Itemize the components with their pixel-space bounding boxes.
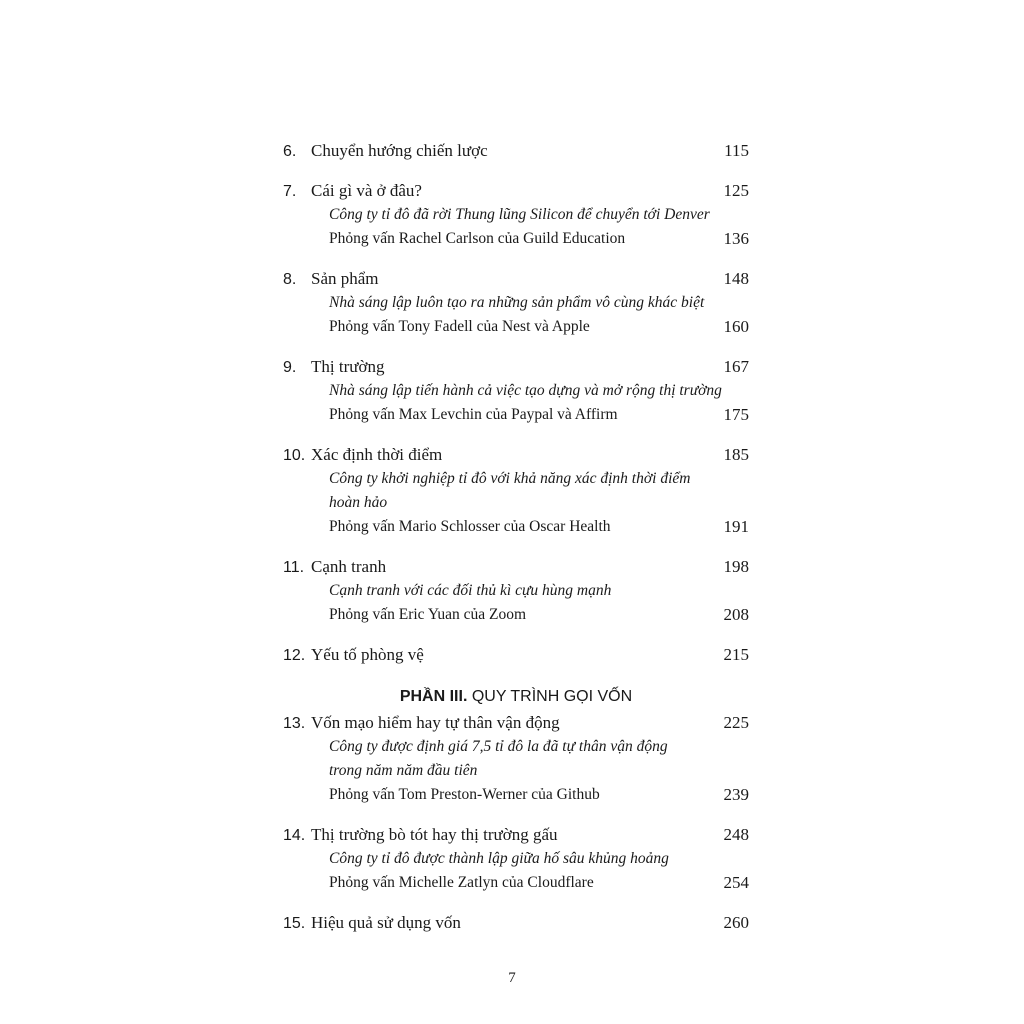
subtitle-text: Công ty tỉ đô đã rời Thung lũng Silicon để chuyển tới Denver (329, 206, 710, 223)
chapter-heading-line (283, 355, 749, 379)
chapter-title: Vốn mạo hiểm hay tự thân vận động (311, 713, 560, 732)
chapter-subtitle (283, 735, 749, 759)
interview-entry (283, 403, 749, 427)
chapter-subtitle (283, 379, 749, 403)
chapter-number: 8. (283, 271, 297, 288)
subtitle-text: Cạnh tranh với các đối thủ kì cựu hùng mạnh (329, 582, 612, 599)
toc-chapter (283, 911, 749, 935)
chapter-page-number: 260 (723, 913, 749, 932)
chapter-page-number: 167 (723, 357, 749, 376)
table-of-contents (283, 139, 749, 951)
chapter-page-number: 215 (723, 645, 749, 664)
chapter-group-part-ii (283, 139, 749, 667)
chapter-number: 13. (283, 715, 306, 732)
interview-entry (283, 227, 749, 251)
chapter-subtitle (283, 759, 749, 783)
interview-page-number: 191 (723, 517, 749, 536)
toc-chapter (283, 355, 749, 427)
chapter-title: Chuyển hướng chiến lược (311, 141, 488, 160)
toc-chapter (283, 555, 749, 627)
interview-page-number: 254 (723, 873, 749, 892)
page-number: 7 (508, 970, 516, 986)
chapter-heading-line (283, 643, 749, 667)
part-heading-label: PHẦN III. (399, 688, 468, 705)
chapter-subtitle (283, 203, 749, 227)
interview-title: Phỏng vấn Eric Yuan của Zoom (329, 606, 527, 623)
toc-chapter (283, 711, 749, 807)
chapter-number: 7. (283, 183, 297, 200)
chapter-number: 15. (283, 915, 306, 932)
interview-page-number: 208 (723, 605, 749, 624)
interview-entry (283, 783, 749, 807)
chapter-heading-line (283, 555, 749, 579)
interview-page-number: 136 (723, 229, 749, 248)
chapter-subtitle (283, 847, 749, 871)
chapter-number: 10. (283, 447, 306, 464)
interview-title: Phỏng vấn Tony Fadell của Nest và Apple (329, 318, 590, 335)
subtitle-text: trong năm năm đầu tiên (329, 762, 478, 779)
chapter-heading-line (283, 443, 749, 467)
chapter-group-part-iii (283, 711, 749, 935)
chapter-page-number: 148 (723, 269, 749, 288)
part-heading-title: QUY TRÌNH GỌI VỐN (467, 688, 633, 705)
interview-title: Phỏng vấn Rachel Carlson của Guild Education (329, 230, 626, 247)
chapter-page-number: 125 (723, 181, 749, 200)
interview-entry (283, 315, 749, 339)
chapter-title: Thị trường (311, 357, 385, 376)
interview-page-number: 239 (723, 785, 749, 804)
chapter-page-number: 225 (723, 713, 749, 732)
chapter-title: Sản phẩm (311, 269, 379, 288)
chapter-number: 6. (283, 143, 297, 160)
part-heading (283, 685, 749, 709)
subtitle-text: hoàn hảo (329, 494, 388, 511)
toc-chapter (283, 267, 749, 339)
chapter-title: Thị trường bò tót hay thị trường gấu (311, 825, 558, 844)
interview-title: Phỏng vấn Mario Schlosser của Oscar Health (329, 518, 611, 535)
chapter-heading-line (283, 711, 749, 735)
chapter-title: Hiệu quả sử dụng vốn (311, 913, 461, 932)
toc-chapter (283, 823, 749, 895)
chapter-title: Cái gì và ở đâu? (311, 181, 422, 200)
toc-chapter (283, 179, 749, 251)
chapter-heading-line (283, 179, 749, 203)
chapter-subtitle (283, 491, 749, 515)
chapter-heading-line (283, 911, 749, 935)
chapter-page-number: 198 (723, 557, 749, 576)
chapter-number: 9. (283, 359, 297, 376)
chapter-page-number: 115 (724, 141, 749, 160)
toc-chapter (283, 643, 749, 667)
interview-title: Phỏng vấn Max Levchin của Paypal và Affirm (329, 406, 618, 423)
toc-chapter (283, 443, 749, 539)
chapter-title: Cạnh tranh (311, 557, 387, 576)
interview-title: Phỏng vấn Michelle Zatlyn của Cloudflare (329, 874, 594, 891)
subtitle-text: Nhà sáng lập tiến hành cả việc tạo dựng và mở rộng thị trường (329, 382, 722, 399)
interview-entry (283, 603, 749, 627)
interview-page-number: 175 (723, 405, 749, 424)
subtitle-text: Công ty tỉ đô được thành lập giữa hố sâu khủng hoảng (329, 850, 669, 867)
chapter-heading-line (283, 823, 749, 847)
subtitle-text: Nhà sáng lập luôn tạo ra những sản phẩm vô cùng khác biệt (329, 294, 705, 311)
chapter-page-number: 185 (723, 445, 749, 464)
interview-title: Phỏng vấn Tom Preston-Werner của Github (329, 786, 600, 803)
chapter-page-number: 248 (723, 825, 749, 844)
subtitle-text: Công ty khởi nghiệp tỉ đô với khả năng xác định thời điểm (329, 470, 691, 487)
chapter-subtitle (283, 579, 749, 603)
chapter-heading-line (283, 267, 749, 291)
chapter-number: 12. (283, 647, 306, 664)
interview-entry (283, 871, 749, 895)
chapter-title: Xác định thời điểm (311, 445, 443, 464)
chapter-subtitle (283, 291, 749, 315)
interview-page-number: 160 (723, 317, 749, 336)
chapter-subtitle (283, 467, 749, 491)
chapter-number: 14. (283, 827, 306, 844)
toc-chapter (283, 139, 749, 163)
chapter-title: Yếu tố phòng vệ (311, 645, 424, 664)
subtitle-text: Công ty được định giá 7,5 tỉ đô la đã tự thân vận động (329, 738, 668, 755)
chapter-heading-line (283, 139, 749, 163)
interview-entry (283, 515, 749, 539)
chapter-number: 11. (283, 559, 305, 576)
